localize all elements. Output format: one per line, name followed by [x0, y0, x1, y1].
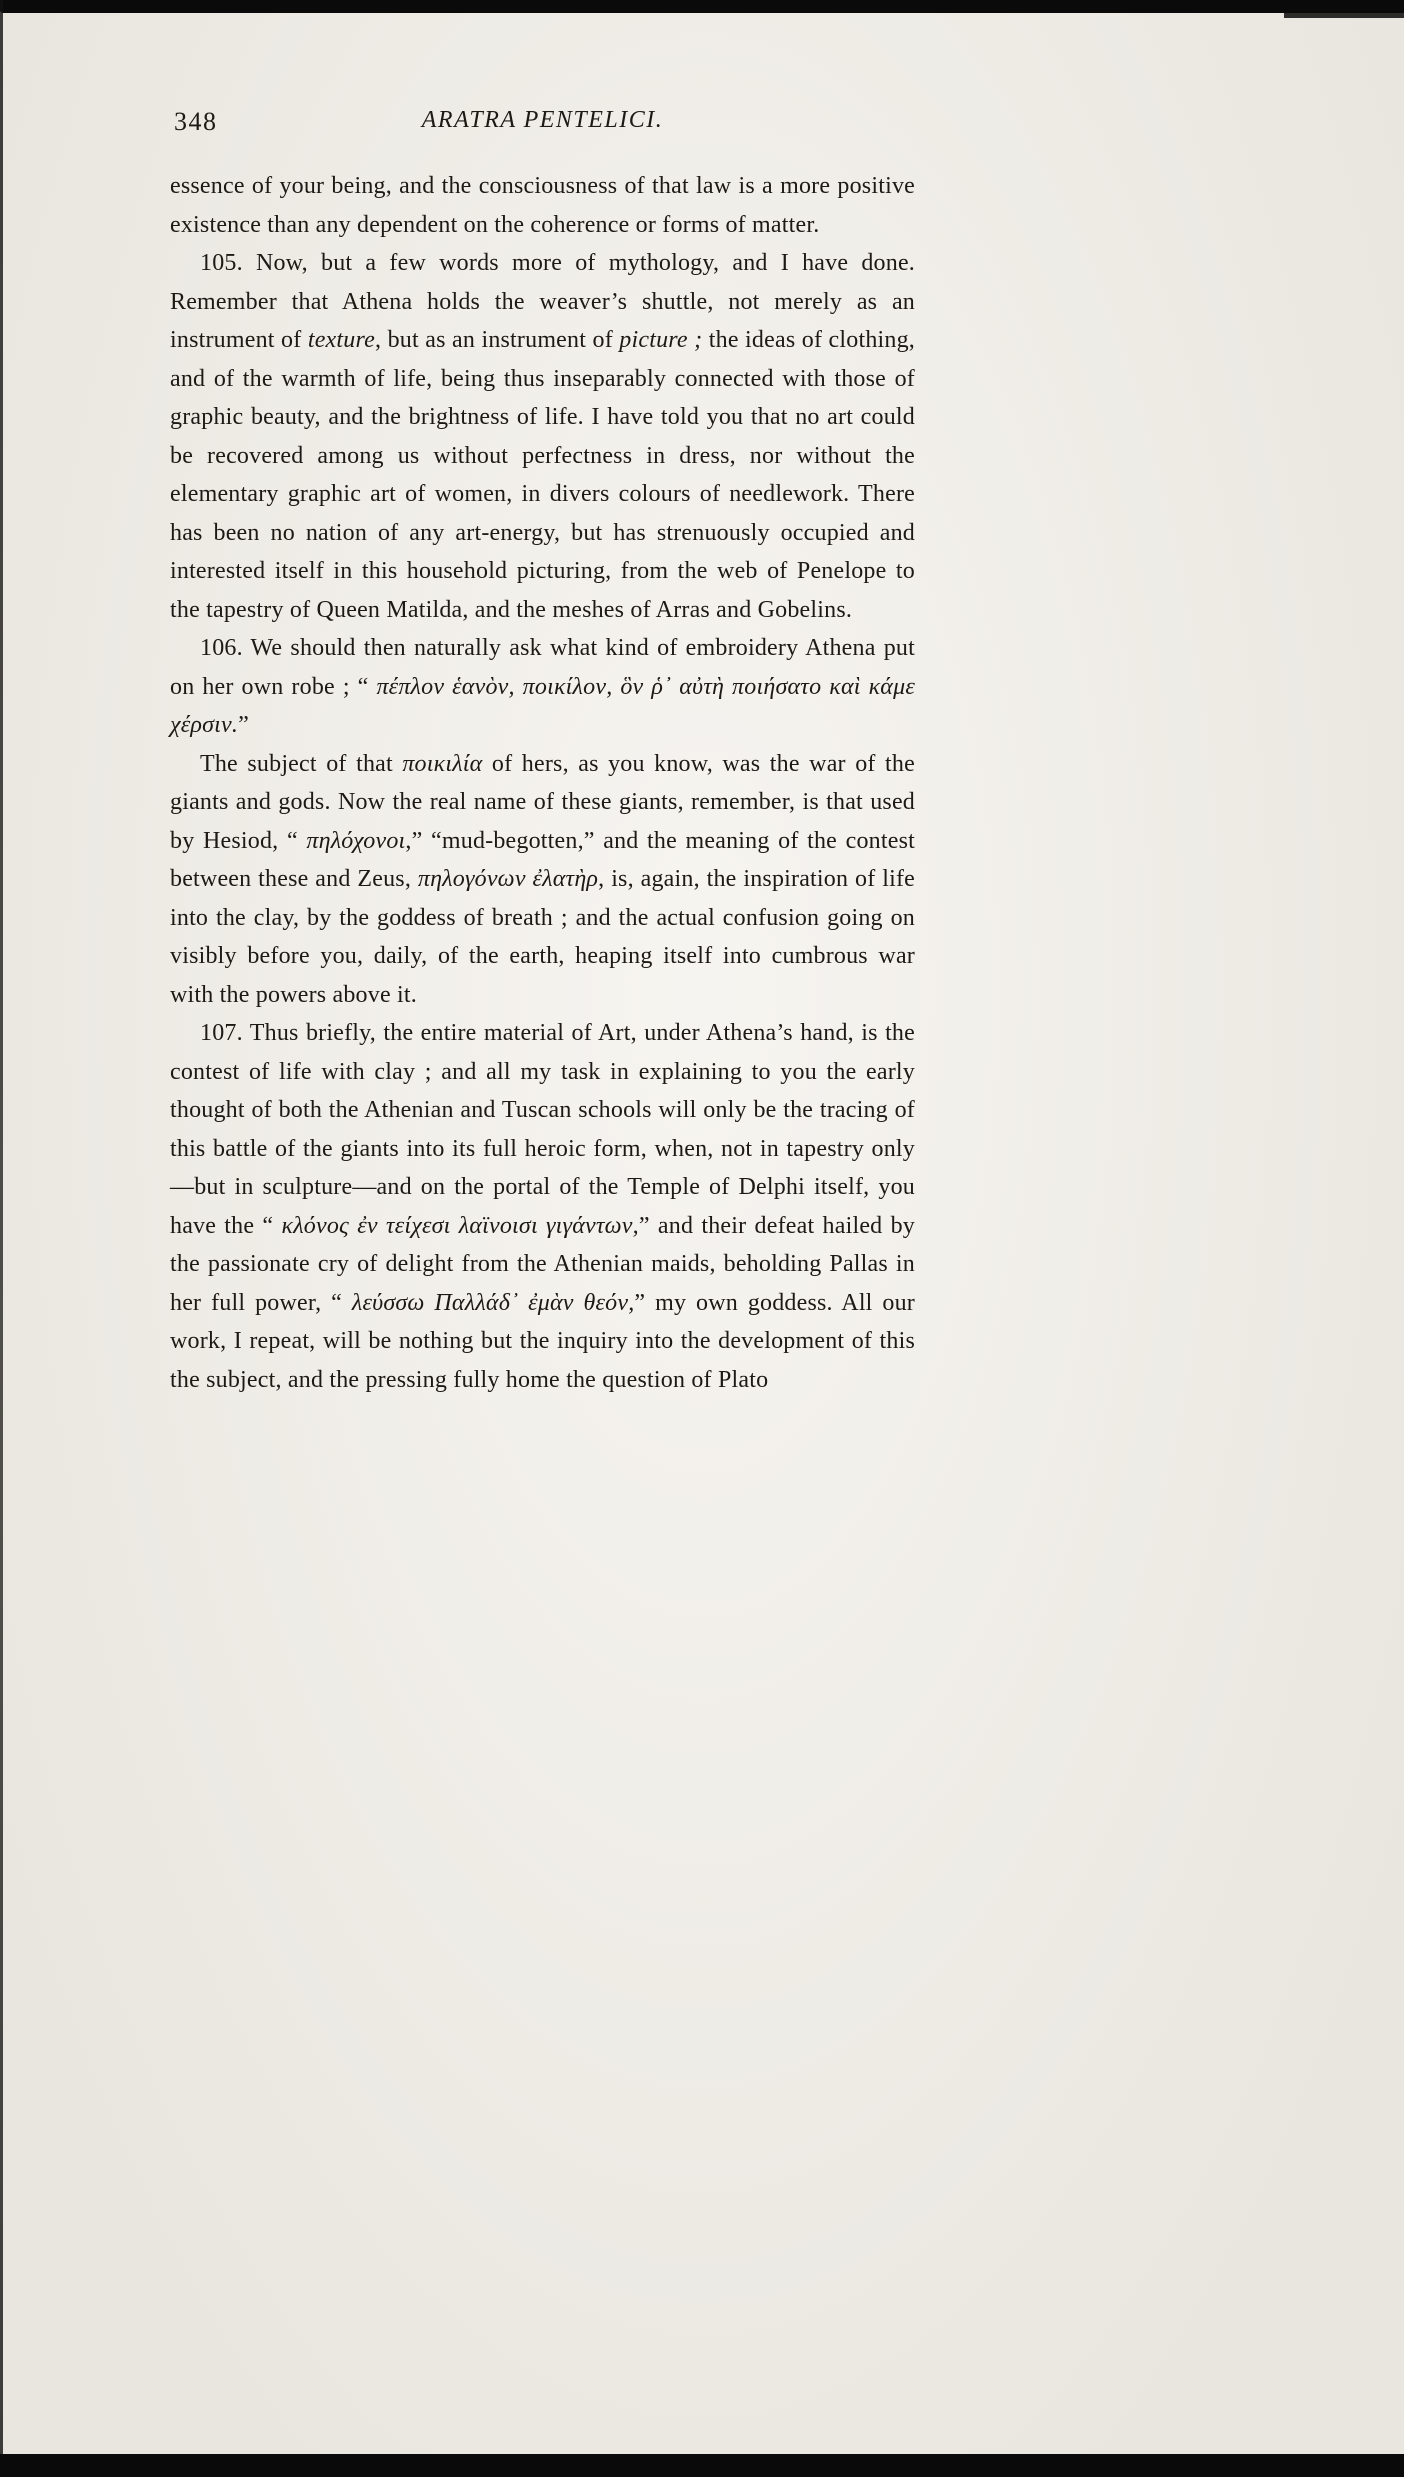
text-segment: 106. We should then naturally ask what kind of embroidery Athena put on her own robe ; “	[170, 635, 915, 700]
paragraph	[170, 629, 915, 745]
italic-text-segment: κλόνος ἐν τείχεσι λαϊνοισι γιγάντων,	[281, 1212, 639, 1239]
italic-text-segment: πέπλον ἑανὸν, ποικίλον, ὃν ῥ᾽ αὐτὴ ποιήσατο καὶ κάμε χέρσιν.	[170, 673, 915, 738]
text-segment: , but as an instrument of	[374, 327, 620, 353]
scan-edge-top	[0, 0, 1404, 13]
paragraph	[170, 167, 915, 244]
paragraph	[170, 1014, 915, 1399]
italic-text-segment: πηλογόνων ἐλατὴρ	[417, 866, 599, 892]
italic-text-segment: πηλόχονοι	[306, 827, 406, 854]
italic-text-segment: ποικιλία	[402, 750, 483, 777]
paragraph	[170, 244, 915, 629]
text-segment: ”	[238, 712, 249, 738]
text-segment: ” my own goddess. All our work, I repeat, will be nothing but the inquiry into the development of this the subject, and the pressing fully home the question of Plato	[170, 1289, 915, 1393]
page-body	[170, 167, 915, 1399]
italic-text-segment: texture	[307, 327, 375, 353]
text-segment: , is, again, the inspiration of life into the clay, by the goddess of breath ; and the actual confusion going on visibly before you, daily, of the earth, heaping itself into cumbrous war with the powers above it.	[170, 866, 916, 1008]
text-segment: ” and their defeat hailed by the passionate cry of delight from the Athenian maids, beholding Pallas in her full power, “	[170, 1212, 915, 1316]
text-segment: essence of your being, and the consciousness of that law is a more positive existence than any dependent on the coherence or forms of matter.	[170, 173, 915, 238]
scan-edge-bottom	[0, 2454, 1404, 2477]
scan-edge-left	[0, 0, 3, 2477]
italic-text-segment: λεύσσω Παλλάδ᾽ ἐμὰν θεόν,	[351, 1289, 635, 1316]
paragraph	[170, 745, 915, 1015]
page-header	[170, 107, 915, 141]
text-segment: 107. Thus briefly, the entire material of Art, under Athena’s hand, is the contest of life with clay ; and all my task in explaining to you the early thought of both the Athenian and Tuscan schools will only be the tracing of this battle of the giants into its full heroic form, when, not in tapestry only—but in sculpture—and on the portal of the Temple of Delphi itself, you have the “	[170, 1020, 915, 1239]
text-segment: the ideas of clothing, and of the warmth of life, being thus inseparably connected with those of graphic beauty, and the brightness of life. I have told you that no art could be recovered among us without perfectness in dress, nor without the elementary graphic art of women, in divers colours of needlework. There has been no nation of any art-energy, but has strenuously occupied and interested itself in this household picturing, from the web of Penelope to the tapestry of Queen Matilda, and the meshes of Arras and Gobelins.	[170, 327, 915, 623]
text-segment: ,” “mud-begotten,” and the meaning of the contest between these and Zeus,	[170, 827, 915, 892]
text-segment: 105. Now, but a few words more of mythology, and I have done. Remember that Athena holds the weaver’s shuttle, not merely as an instrument of	[170, 250, 915, 353]
page-number: 348	[174, 107, 218, 136]
running-header: ARATRA PENTELICI.	[421, 107, 664, 133]
text-segment: of hers, as you know, was the war of the giants and gods. Now the real name of these giants, remember, is that used by Hesiod, “	[170, 750, 915, 854]
italic-text-segment: picture ;	[619, 327, 703, 353]
page	[170, 107, 915, 1399]
text-segment: The subject of that	[200, 750, 403, 777]
